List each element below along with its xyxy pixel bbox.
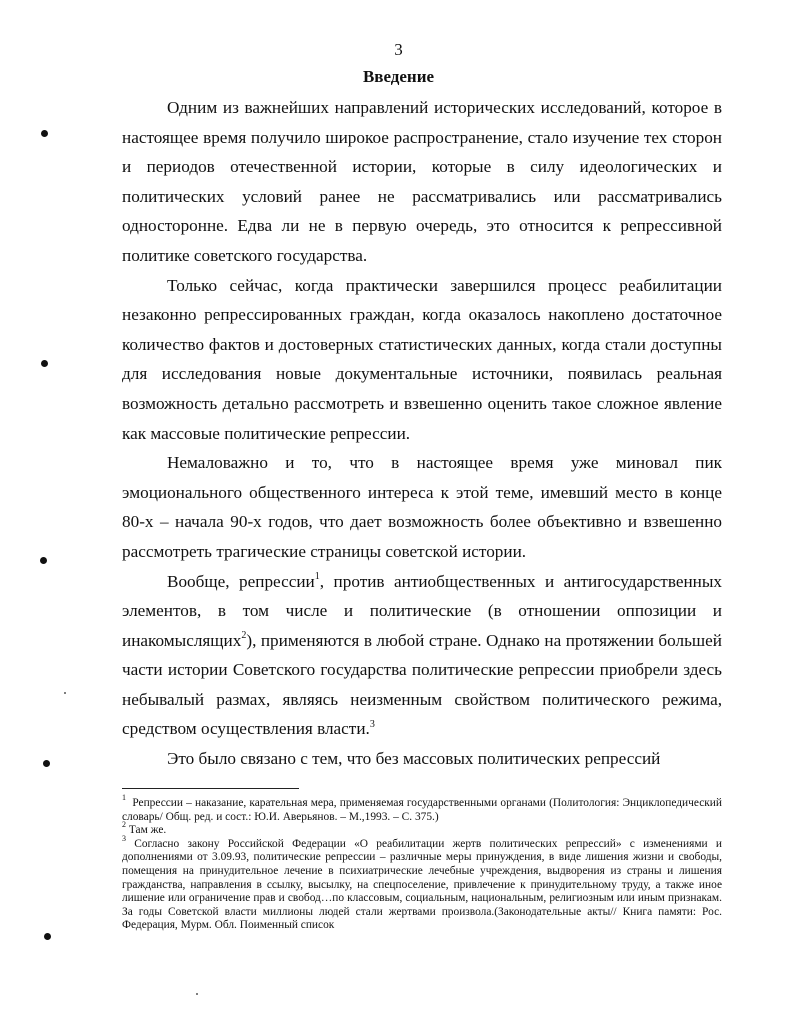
- binder-hole-mark: [40, 557, 47, 564]
- footnote-2: [122, 820, 722, 838]
- footnotes: [122, 793, 722, 933]
- footnote-1-mark: 1: [122, 793, 126, 803]
- paragraph-4-part-c: ), применяются в любой стране. Однако на протяжении большей части истории Советского государства политические репрессии приобрели здесь небывалый размах, являясь неизменным свойством политического режима, средством осуществления власти.: [122, 630, 722, 739]
- footnote-ref-1: 1: [314, 570, 320, 582]
- paragraph-5: Это было связано с тем, что без массовых политических репрессий: [167, 749, 661, 769]
- scan-speck: [64, 692, 66, 694]
- binder-hole-mark: [41, 130, 48, 137]
- footnote-3-text: Согласно закону Российской Федерации «О реабилитации жертв политических репрессий» с изменениями и дополнениями от 3.09.93, политические репрессии – различные меры принуждения, в виде лишения жизни и свободы, помещения на принудительное лечение в психиатрические лечебные учреждения, выдворения из страны и лишения гражданства, направления в ссылку, высылку, на спецпоселение, привлечение к принудительному труду, а также иное лишение или ограничение прав и свобод…по классовым, социальным, национальным, религиозным или иным признакам. За годы Советской власти миллионы людей стали жертвами произвола.(Законодательные акты// Книга памяти: Рос. Федерация, Мурм. Обл. Поименный список: [122, 837, 722, 932]
- footnote-ref-2: 2: [241, 629, 247, 641]
- paragraph-1: Одним из важнейших направлений исторических исследований, которое в настоящее время получило широкое распространение, стало изучение тех сторон и периодов отечественной истории, которые в силу идеологических и политических условий ранее не рассматривались или рассматривались односторонне. Едва ли не в первую очередь, это относится к репрессивной политике советского государства.: [122, 98, 722, 265]
- footnote-2-text: Там же.: [128, 824, 167, 837]
- footnote-1: [122, 793, 722, 824]
- footnote-2-mark: 2: [122, 820, 126, 830]
- paragraph-2: Только сейчас, когда практически завершился процесс реабилитации незаконно репрессированных граждан, когда оказалось накоплено достаточное количество фактов и достоверных статистических данных, когда стали доступны для исследования новые документальные источники, появилась реальная возможность детально рассмотреть и взвешенно оценить такое сложное явление как массовые политические репрессии.: [122, 275, 722, 443]
- paragraph-4: [122, 567, 722, 745]
- paragraph-4-part-b: , против антиобщественных и антигосударственных элементов, в том числе и политические (в отношении оппозиции и инакомыслящих: [122, 571, 722, 650]
- footnote-ref-3: 3: [369, 718, 375, 730]
- binder-hole-mark: [43, 760, 50, 767]
- footnote-1-text: Репрессии – наказание, карательная мера, применяемая государственными органами (Политология: Энциклопедический словарь/ Общ. ред. и сост.: Ю.И. Аверьянов. – М.,1993. – С. 375.): [122, 797, 722, 823]
- section-title: Введение: [362, 67, 435, 86]
- paragraph-3: Немаловажно и то, что в настоящее время уже миновал пик эмоционального общественного интереса к этой теме, имевший место в конце 80-х – начала 90-х годов, что дает возможность более объективно и взвешенно рассмотреть трагические страницы советской истории.: [122, 453, 722, 561]
- scan-speck: [196, 993, 198, 995]
- main-text: [122, 93, 722, 774]
- binder-hole-mark: [44, 933, 51, 940]
- footnote-divider: [122, 788, 299, 789]
- binder-hole-mark: [41, 360, 48, 367]
- footnote-3: [122, 833, 722, 933]
- page-number: 3: [394, 40, 403, 59]
- paragraph-4-part-a: Вообще, репрессии: [167, 571, 315, 591]
- footnote-3-mark: 3: [122, 833, 126, 843]
